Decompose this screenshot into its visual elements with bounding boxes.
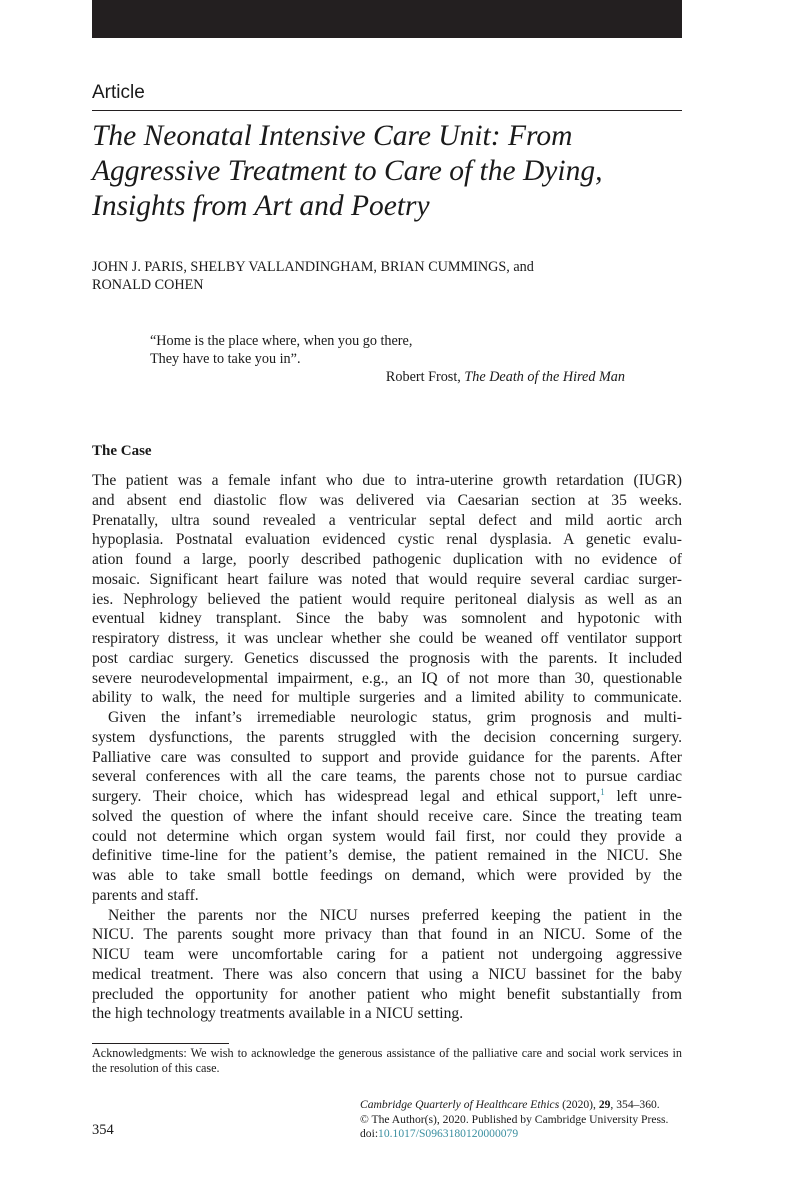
paragraph bbox=[92, 906, 682, 1025]
body-text bbox=[92, 471, 682, 1024]
acknowledgments: Acknowledgments: We wish to acknowledge the generous assistance of the palliative care and social work services in the resolution of this case. bbox=[92, 1046, 682, 1075]
text-line bbox=[92, 787, 682, 807]
text-line: several conferences with all the care teams, the parents chose not to pursue cardiac bbox=[92, 768, 682, 786]
section-rule bbox=[92, 110, 682, 111]
epigraph-work: The Death of the Hired Man bbox=[464, 369, 625, 385]
text-segment: surgery. Their choice, which has widespread legal and ethical support, bbox=[92, 788, 601, 805]
epigraph-line: They have to take you in”. bbox=[150, 351, 301, 367]
epigraph-attribution bbox=[150, 368, 625, 386]
text-line: could not determine which organ system would fail first, nor could they provide a bbox=[92, 827, 682, 845]
epigraph-line: “Home is the place where, when you go there, bbox=[150, 333, 413, 349]
footnote-rule bbox=[92, 1043, 229, 1044]
page-number: 354 bbox=[92, 1122, 114, 1138]
text-line: NICU team were uncomfortable caring for a patient not undergoing aggressive bbox=[92, 946, 682, 963]
epigraph-author: Robert Frost, bbox=[385, 369, 465, 385]
paragraph bbox=[92, 471, 682, 708]
copyright: © The Author(s), 2020. Published by Cambridge University Press. bbox=[360, 1112, 669, 1126]
text-line: precluded the opportunity for another patient who might benefit substantially from bbox=[92, 985, 682, 1003]
authors-line: RONALD COHEN bbox=[92, 277, 204, 293]
text-line: respiratory distress, it was unclear whether she could be weaned off ventilator support bbox=[92, 630, 682, 647]
text-line: parents and staff. bbox=[92, 886, 199, 904]
section-heading: The Case bbox=[92, 443, 152, 459]
text-line: solved the question of where the infant should receive care. Since the treating team bbox=[92, 807, 682, 825]
doi-label: doi: bbox=[360, 1127, 379, 1140]
text-line: Palliative care was consulted to support and provide guidance for the parents. After bbox=[92, 748, 682, 766]
authors bbox=[92, 258, 534, 294]
section-label: Article bbox=[92, 82, 145, 103]
citation bbox=[360, 1098, 668, 1142]
text-line: Prenatally, ultra sound revealed a ventricular septal defect and mild aortic arch bbox=[92, 511, 682, 529]
article-title bbox=[92, 119, 682, 224]
text-line: hypoplasia. Postnatal evaluation evidenced cystic renal dysplasia. A genetic evalu- bbox=[92, 531, 682, 549]
paragraph bbox=[92, 708, 682, 906]
citation-volume: 29 bbox=[598, 1098, 611, 1111]
authors-line: JOHN J. PARIS, SHELBY VALLANDINGHAM, BRIAN CUMMINGS, and bbox=[92, 259, 534, 275]
doi-link[interactable]: 10.1017/S0963180120000079 bbox=[378, 1127, 519, 1140]
title-line: Aggressive Treatment to Care of the Dying, bbox=[92, 155, 603, 187]
citation-year: (2020), bbox=[559, 1098, 599, 1111]
text-line: severe neurodevelopmental impairment, e.g., an IQ of not more than 30, questionable bbox=[92, 669, 682, 687]
text-line: mosaic. Significant heart failure was noted that would require several cardiac surger- bbox=[92, 570, 682, 588]
text-line: medical treatment. There was also concern that using a NICU bassinet for the baby bbox=[92, 965, 682, 983]
text-line: definitive time-line for the patient’s demise, the patient remained in the NICU. She bbox=[92, 847, 682, 865]
text-line: was able to take small bottle feedings on demand, which were provided by the bbox=[92, 867, 682, 884]
text-segment: left unre- bbox=[604, 788, 682, 805]
text-line: ability to walk, the need for multiple surgeries and a limited ability to communicate. bbox=[92, 689, 682, 707]
text-line: post cardiac surgery. Genetics discussed the prognosis with the parents. It included bbox=[92, 649, 682, 667]
text-line: and absent end diastolic flow was delivered via Caesarian section at 35 weeks. bbox=[92, 491, 682, 509]
footnote-ref[interactable]: 1 bbox=[600, 786, 605, 797]
journal-name: Cambridge Quarterly of Healthcare Ethics bbox=[360, 1098, 560, 1111]
text-line: NICU. The parents sought more privacy than that found in an NICU. Some of the bbox=[92, 926, 682, 944]
text-line: ation found a large, poorly described pathogenic duplication with no evidence of bbox=[92, 551, 682, 568]
text-line: system dysfunctions, the parents struggled with the decision concerning surgery. bbox=[92, 728, 682, 746]
text-line: The patient was a female infant who due to intra-uterine growth retardation (IUGR) bbox=[92, 472, 682, 489]
text-line: Neither the parents nor the NICU nurses preferred keeping the patient in the bbox=[108, 906, 682, 924]
citation-pages: , 354–360. bbox=[610, 1098, 660, 1111]
text-line: eventual kidney transplant. Since the baby was somnolent and hypotonic with bbox=[92, 610, 682, 628]
text-line: Given the infant’s irremediable neurologic status, grim prognosis and multi- bbox=[108, 709, 682, 726]
text-line: the high technology treatments available in a NICU setting. bbox=[92, 1005, 464, 1023]
epigraph bbox=[150, 332, 625, 386]
title-line: Insights from Art and Poetry bbox=[92, 190, 430, 222]
text-line: ies. Nephrology believed the patient would require peritoneal dialysis as well as an bbox=[92, 590, 682, 608]
header-bar bbox=[92, 0, 682, 38]
title-line: The Neonatal Intensive Care Unit: From bbox=[92, 120, 573, 152]
